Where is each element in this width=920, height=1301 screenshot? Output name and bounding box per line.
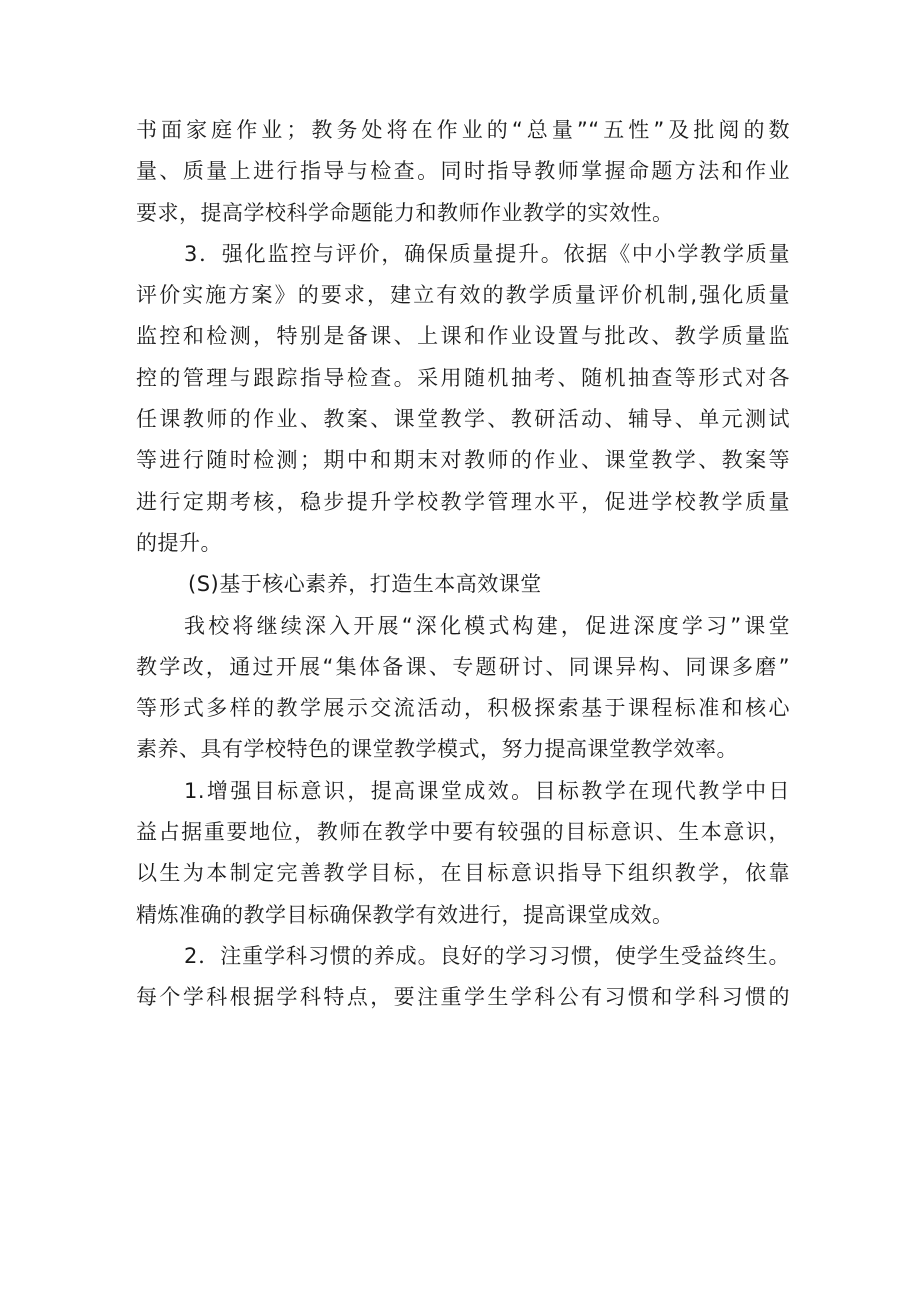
paragraph-quality-monitoring: [136, 234, 790, 564]
paragraph-homework: [136, 110, 790, 234]
section-heading: [136, 564, 790, 605]
text-line: 益占据重要地位，教师在教学中要有较强的目标意识、生本意识，: [136, 820, 790, 845]
text-line: 评价实施方案》的要求，建立有效的教学质量评价机制,强化质量: [136, 283, 790, 308]
text-line: 2．注重学科习惯的养成。良好的学习习惯，使学生受益终生。: [184, 943, 790, 968]
text-line: 任课教师的作业、教案、课堂教学、教研活动、辅导、单元测试: [136, 407, 790, 432]
text-line: 以生为本制定完善教学目标，在目标意识指导下组织教学，依靠: [136, 861, 790, 886]
paragraph-study-habits: [136, 936, 790, 1019]
text-line: 量、质量上进行指导与检查。同时指导教师掌握命题方法和作业: [136, 159, 790, 184]
text-line: 1.增强目标意识，提高课堂成效。目标教学在现代教学中日: [184, 778, 790, 803]
text-line: 控的管理与跟踪指导检查。采用随机抽考、随机抽查等形式对各: [136, 365, 790, 390]
text-line: 我校将继续深入开展“深化模式构建，促进深度学习”课堂: [184, 613, 790, 638]
text-line: 等形式多样的教学展示交流活动，积极探索基于课程标准和核心: [136, 696, 790, 721]
section-heading-text: (S)基于核心素养，打造生本高效课堂: [188, 572, 542, 597]
text-line: 书面家庭作业；教务处将在作业的“总量”“五性”及批阅的数: [136, 118, 790, 142]
text-line: 的提升。: [136, 530, 222, 555]
text-line: 要求，提高学校科学命题能力和教师作业教学的实效性。: [136, 200, 674, 225]
text-line: 教学改，通过开展“集体备课、专题研讨、同课异构、同课多磨”: [136, 654, 790, 679]
paragraph-deep-learning: [136, 606, 790, 771]
text-line: 3．强化监控与评价，确保质量提升。依据《中小学教学质量: [184, 241, 790, 266]
paragraph-goal-awareness: [136, 771, 790, 936]
document-body: [136, 110, 790, 1019]
text-line: 每个学科根据学科特点，要注重学生学科公有习惯和学科习惯的: [136, 985, 790, 1010]
text-line: 素养、具有学校特色的课堂教学模式，努力提高课堂教学效率。: [136, 737, 738, 762]
text-line: 精炼准确的教学目标确保教学有效进行，提高课堂成效。: [136, 902, 674, 927]
text-line: 监控和检测，特别是备课、上课和作业设置与批改、教学质量监: [136, 324, 790, 349]
text-line: 等进行随时检测；期中和期末对教师的作业、课堂教学、教案等: [136, 448, 790, 473]
text-line: 进行定期考核，稳步提升学校教学管理水平，促进学校教学质量: [136, 489, 790, 514]
